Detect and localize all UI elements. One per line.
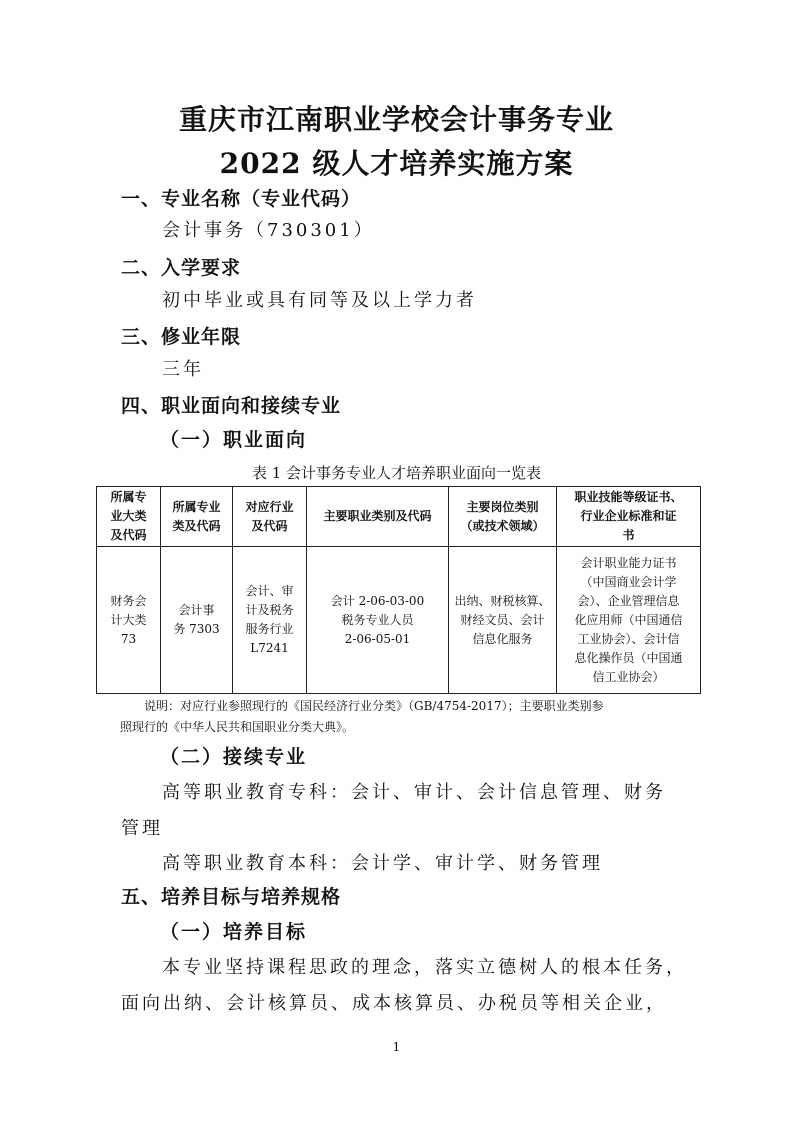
table-note: [100, 696, 705, 738]
table-header-cell: 主要岗位类别 （或技术领域）: [449, 487, 557, 547]
table-header-cell: 所属专 业大类 及代码: [97, 487, 161, 547]
table-note-line-1: 说明：对应行业参照现行的《国民经济行业分类》（GB/4754-2017）；主要职业类别参: [144, 699, 604, 713]
section-4-para-1: 高等职业教育专科：会计、审计、会计信息管理、财务: [162, 782, 666, 803]
section-2-heading: 二、入学要求: [121, 257, 242, 279]
table-row: [97, 547, 701, 694]
section-1-heading: 一、专业名称（专业代码）: [121, 188, 362, 210]
table-header-cell: 职业技能等级证书、 行业企业标准和证 书: [557, 487, 701, 547]
section-5-para-1: 本专业坚持课程思政的理念，落实立德树人的根本任务，: [162, 957, 687, 978]
section-4-sub-1: （一）职业面向: [160, 429, 308, 451]
table-cell: 会计、审 计及税务 服务行业 L7241: [233, 547, 307, 694]
section-5-heading: 五、培养目标与培养规格: [121, 886, 342, 908]
section-4-para-2: 高等职业教育本科：会计学、审计学、财务管理: [162, 853, 603, 874]
section-2-body: 初中毕业或具有同等及以上学力者: [162, 290, 477, 311]
table-cell: 会计 2-06-03-00 税务专业人员 2-06-05-01: [307, 547, 449, 694]
table-header-cell: 主要职业类别及代码: [307, 487, 449, 547]
doc-title-line1: 重庆市江南职业学校会计事务专业: [178, 103, 614, 136]
table-cell: 出纳、财税核算、 财经文员、会计 信息化服务: [449, 547, 557, 694]
section-5-para-2: 面向出纳、会计核算员、成本核算员、办税员等相关企业，: [121, 993, 667, 1014]
section-4-para-1-cont: 管理: [121, 818, 163, 839]
table-header-row: [97, 487, 701, 547]
table-cell: 财务会 计大类 73: [97, 547, 161, 694]
section-3-body: 三年: [162, 359, 204, 380]
section-5-sub-1: （一）培养目标: [160, 921, 308, 943]
section-1-body: 会计事务（730301）: [162, 220, 375, 241]
section-3-heading: 三、修业年限: [121, 326, 242, 348]
table-cell: 会计事 务 7303: [161, 547, 233, 694]
table-header-cell: 对应行业 及代码: [233, 487, 307, 547]
table-cell: 会计职业能力证书 （中国商业会计学 会）、企业管理信息 化应用师（中国通信 工业协会）、会计信 息化操作员（中国通 信工业协会）: [557, 547, 701, 694]
table-note-line-2: 照现行的《中华人民共和国职业分类大典》。: [120, 720, 355, 734]
page-number: 1: [392, 1040, 401, 1054]
section-4-heading: 四、职业面向和接续专业: [121, 395, 342, 417]
doc-title-line2: 2022 级人才培养实施方案: [219, 147, 574, 180]
table-header-cell: 所属专业 类及代码: [161, 487, 233, 547]
table-caption: 表 1 会计事务专业人才培养职业面向一览表: [251, 464, 542, 482]
occupation-table: [96, 486, 701, 694]
section-4-sub-2: （二）接续专业: [160, 746, 308, 768]
